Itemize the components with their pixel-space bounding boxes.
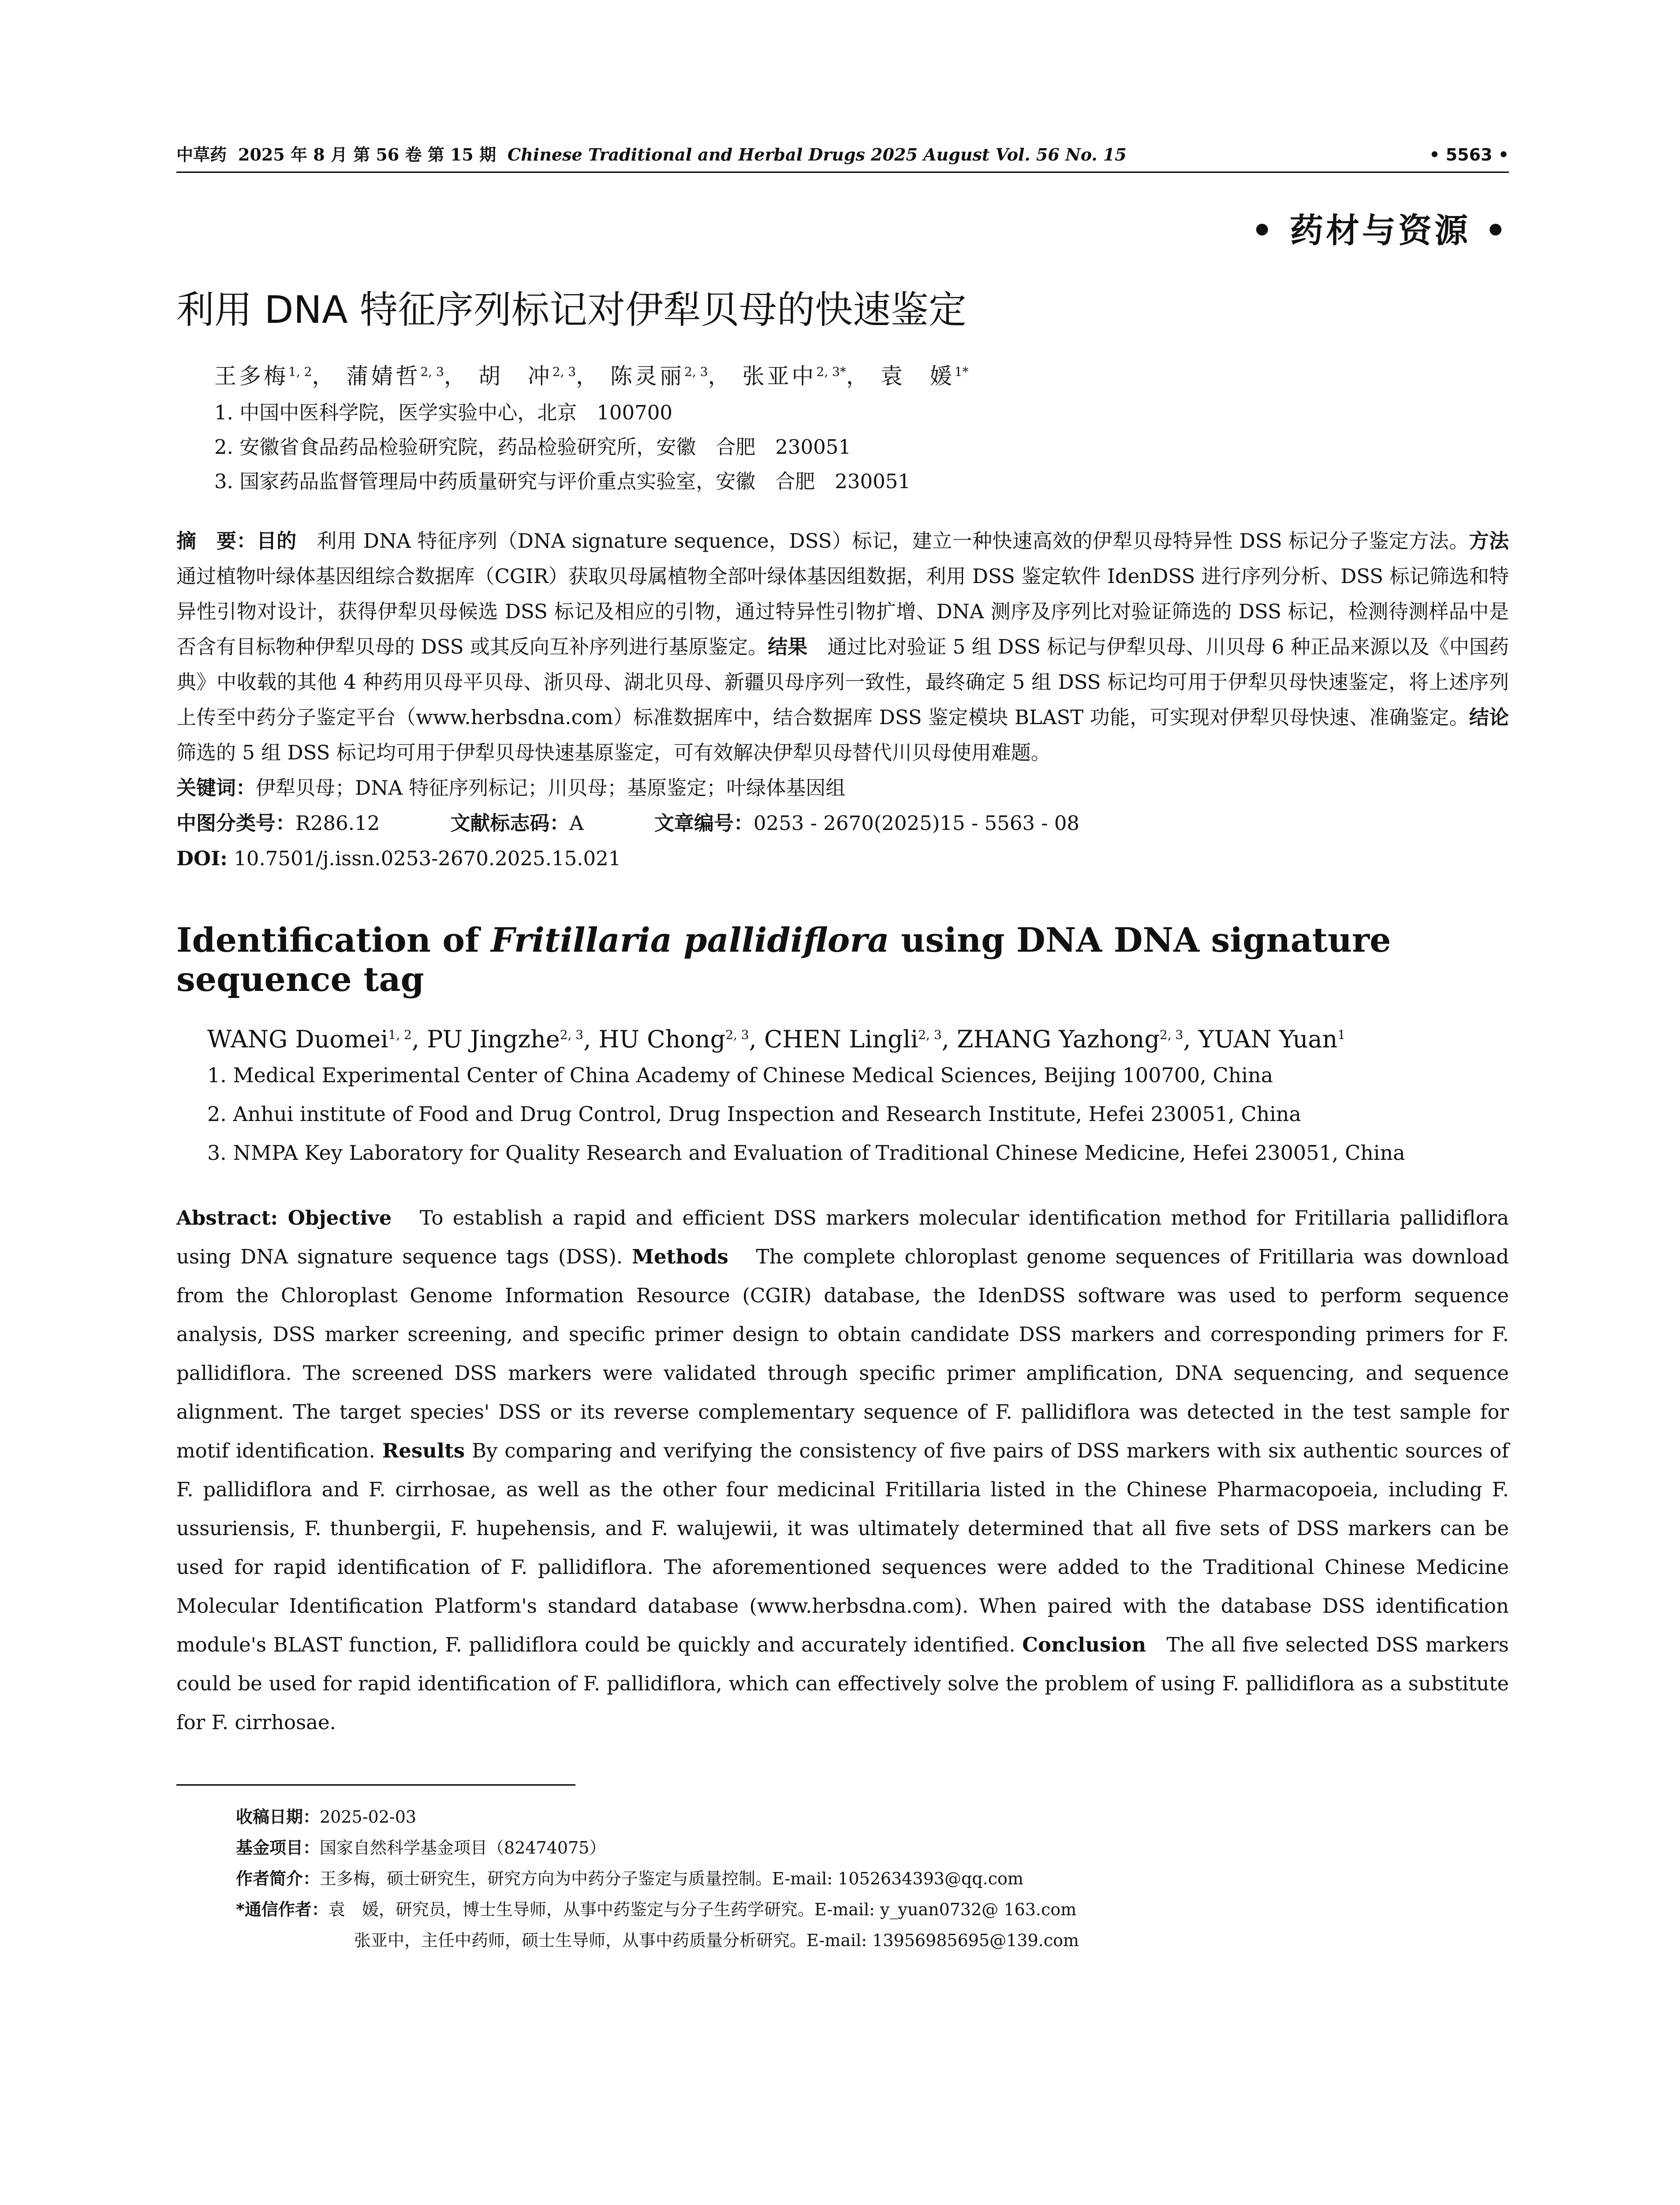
author-affiliation-mark: 2, 3 <box>684 364 708 379</box>
results-label: 结果 <box>768 635 808 658</box>
title-en-pre: Identification of <box>176 920 491 960</box>
affiliation-en: 1. Medical Experimental Center of China Academy of Chinese Medical Sciences, Beijing 100700, China <box>207 1063 1273 1087</box>
abstract-objective-label: Abstract: Objective <box>176 1206 392 1230</box>
journal-name-cn: 中草药 <box>176 145 227 164</box>
affiliation-en: 2. Anhui institute of Food and Drug Control, Drug Inspection and Research Institute, Hefei 230051, China <box>207 1102 1301 1126</box>
author-affiliation-mark: 2, 3 <box>552 364 576 379</box>
author-cn: 陈灵丽 <box>610 363 685 389</box>
methods-text: 通过植物叶绿体基因组综合数据库（CGIR）获取贝母属植物全部叶绿体基因组数据，利用 DSS 鉴定软件 IdenDSS 进行序列分析、DSS 标记筛选和特异性引物对设计，获得伊犁贝母候选 DSS 标记及相应的引物，通过特异性引物扩增、DNA 测序及序列比对验证筛选的 DSS 标记，检测待测样品中是否含有目标物种伊犁贝母的 DSS 或其反向互补序列进行基原鉴定。 <box>176 564 1509 658</box>
corr-value-1: 袁 媛，研究员，博士生导师，从事中药鉴定与分子生药学研究。E-mail: y_yuan0732@ 163.com <box>328 1900 1077 1919</box>
doi-line <box>176 841 1509 876</box>
page-number: • 5563 • <box>1429 145 1509 164</box>
author-en: WANG Duomei <box>207 1025 388 1053</box>
author-en: CHEN Lingli <box>764 1025 918 1053</box>
clc-value: R286.12 <box>295 811 380 835</box>
received-date <box>236 1801 1509 1832</box>
title-en <box>176 920 1509 999</box>
bio-value: 王多梅，硕士研究生，研究方向为中药分子鉴定与质量控制。E-mail: 1052634393@qq.com <box>320 1869 1023 1888</box>
author-affiliation-mark: 1* <box>954 364 969 379</box>
affiliation-en: 3. NMPA Key Laboratory for Quality Research and Evaluation of Traditional Chinese Medicine, Hefei 230051, China <box>207 1141 1405 1165</box>
affiliations-en <box>176 1056 1509 1172</box>
objective-text-en: To establish a rapid and efficient DSS markers molecular identification method for Fritillaria pallidiflora using DNA signature sequence tags (DSS). <box>176 1206 1509 1268</box>
authors-en: WANG Duomei$^{1, 2}$, PU Jingzhe$^{2, 3}$, HU Chong$^{2, 3}$, CHEN Lingli$^{2, 3}$, ZHANG Yazhong$^{2, 3}$, YUAN Yuan$^1$ <box>207 1025 1346 1053</box>
author-affiliation-mark: 1, 2 <box>388 1028 412 1042</box>
footnotes <box>176 1801 1509 1956</box>
affiliation-cn: 3. 国家药品监督管理局中药质量研究与评价重点实验室，安徽 合肥 230051 <box>214 470 911 493</box>
conclusion-text: 筛选的 5 组 DSS 标记均可用于伊犁贝母快速基原鉴定，可有效解决伊犁贝母替代川贝母使用难题。 <box>176 741 1051 764</box>
author-en: PU Jingzhe <box>427 1025 560 1053</box>
title-cn: 利用 DNA 特征序列标记对伊犁贝母的快速鉴定 <box>176 288 967 332</box>
author-cn: 王多梅 <box>214 363 288 389</box>
results-text-en: By comparing and verifying the consistency of five pairs of DSS markers with six authentic sources of F. pallidiflora and F. cirrhosae, as well as the other four medicinal Fritillaria listed in the Chinese Pharmacopoeia, including F. ussuriensis, F. thunbergii, F. hupehensis, and F. walujewii, it was ultimately determined that all five sets of DSS markers can be used for rapid identification of F. pallidiflora. The aforementioned sequences were added to the Traditional Chinese Medicine Molecular Identification Platform's standard database (www.herbsdna.com). When paired with the database DSS identification module's BLAST function, F. pallidiflora could be quickly and accurately identified. <box>176 1439 1509 1656</box>
section-label: • 药材与资源 • <box>1251 211 1509 250</box>
author-cn: 袁 媛 <box>880 363 955 389</box>
received-label: 收稿日期： <box>236 1807 320 1827</box>
doi-label: DOI: <box>176 847 228 870</box>
issue-info-cn: 2025 年 8 月 第 56 卷 第 15 期 <box>238 145 497 164</box>
article-number-value: 0253 - 2670(2025)15 - 5563 - 08 <box>753 811 1080 835</box>
abstract-label: 摘 要： <box>176 529 257 553</box>
corresponding-author-2: 张亚中，主任中药师，硕士生导师，从事中药质量分析研究。E-mail: 13956985695@139.com <box>354 1931 1079 1950</box>
affiliation-cn: 2. 安徽省食品药品检验研究院，药品检验研究所，安徽 合肥 230051 <box>214 435 851 459</box>
keywords-cn <box>176 770 1509 806</box>
objective-label: 目的 <box>256 529 297 553</box>
author-cn: 蒲婧哲 <box>346 363 421 389</box>
keywords-value: 伊犁贝母；DNA 特征序列标记；川贝母；基原鉴定；叶绿体基因组 <box>256 776 846 800</box>
doc-code-label: 文献标志码： <box>450 811 570 835</box>
keywords-label: 关键词： <box>176 776 256 800</box>
methods-label: 方法 <box>1469 529 1509 553</box>
article-page <box>176 141 1509 1956</box>
affiliation-cn: 1. 中国中医科学院，医学实验中心，北京 100700 <box>214 401 673 424</box>
author-affiliation-mark: 1 <box>1337 1028 1346 1042</box>
conclusion-text-en: The all five selected DSS markers could be used for rapid identification of F. pallidiflora, which can effectively solve the problem of using F. pallidiflora as a substitute for F. cirrhosae. <box>176 1633 1509 1734</box>
abstract-en <box>176 1199 1509 1742</box>
corresponding-author <box>236 1894 1509 1925</box>
doi-value[interactable]: 10.7501/j.issn.0253-2670.2025.15.021 <box>234 847 621 870</box>
classification-row <box>176 806 1509 841</box>
bio-label: 作者简介： <box>236 1869 320 1888</box>
author-bio <box>236 1863 1509 1894</box>
author-en: YUAN Yuan <box>1198 1025 1338 1053</box>
author-affiliation-mark: 2, 3* <box>816 364 846 379</box>
corr-label: *通信作者： <box>236 1900 329 1919</box>
article-number-label: 文章编号： <box>654 811 754 835</box>
affiliations-cn <box>176 396 1509 499</box>
author-affiliation-mark: 2, 3 <box>1159 1028 1183 1042</box>
author-en: HU Chong <box>598 1025 726 1053</box>
title-en-post: using DNA DNA signature sequence tag <box>176 920 1391 999</box>
fund-label: 基金项目： <box>236 1838 320 1857</box>
results-label-en: Results <box>382 1439 465 1462</box>
author-affiliation-mark: 2, 3 <box>420 364 444 379</box>
conclusion-label-en: Conclusion <box>1022 1633 1146 1656</box>
conclusion-label: 结论 <box>1469 706 1509 729</box>
author-cn: 张亚中 <box>742 363 817 389</box>
author-cn: 胡 冲 <box>478 363 553 389</box>
fund-value: 国家自然科学基金项目（82474075） <box>320 1838 606 1857</box>
fund-info <box>236 1832 1509 1863</box>
title-en-species: Fritillaria pallidiflora <box>491 920 889 960</box>
doc-code-value: A <box>569 811 584 835</box>
methods-label-en: Methods <box>632 1245 728 1268</box>
running-header <box>176 141 1509 173</box>
author-affiliation-mark: 2, 3 <box>725 1028 749 1042</box>
author-affiliation-mark: 2, 3 <box>560 1028 584 1042</box>
results-text: 通过比对验证 5 组 DSS 标记与伊犁贝母、川贝母 6 种正品来源以及《中国药典》中收载的其他 4 种药用贝母平贝母、浙贝母、湖北贝母、新疆贝母序列一致性，最终确定 5 组 DSS 标记均可用于伊犁贝母快速鉴定，将上述序列上传至中药分子鉴定平台（www.herbsdna.com）标准数据库中，结合数据库 DSS 鉴定模块 BLAST 功能，可实现对伊犁贝母快速、准确鉴定。 <box>176 635 1509 729</box>
author-en: ZHANG Yazhong <box>957 1025 1160 1053</box>
author-affiliation-mark: 2, 3 <box>918 1028 942 1042</box>
journal-name-en: Chinese Traditional and Herbal Drugs 2025 August Vol. 56 No. 15 <box>508 145 1127 164</box>
received-value: 2025-02-03 <box>320 1807 417 1827</box>
clc-label: 中图分类号： <box>176 811 296 835</box>
authors-cn: 王多梅$^{1, 2}$， 蒲婧哲$^{2, 3}$， 胡 冲$^{2, 3}$， 陈灵丽$^{2, 3}$， 张亚中$^{2, 3*}$， 袁 媛$^{1*}$ <box>214 363 969 389</box>
author-affiliation-mark: 1, 2 <box>288 364 312 379</box>
abstract-cn <box>176 523 1509 770</box>
footnote-divider <box>176 1784 575 1786</box>
methods-text-en: The complete chloroplast genome sequences of Fritillaria was download from the Chloroplast Genome Information Resource (CGIR) database, the IdenDSS software was used to perform sequence analysis, DSS marker screening, and specific primer design to obtain candidate DSS markers and corresponding primers for F. pallidiflora. The screened DSS markers were validated through specific primer amplification, DNA sequencing, and sequence alignment. The target species' DSS or its reverse complementary sequence of F. pallidiflora was detected in the test sample for motif identification. <box>176 1245 1509 1462</box>
objective-text: 利用 DNA 特征序列（DNA signature sequence，DSS）标记，建立一种快速高效的伊犁贝母特异性 DSS 标记分子鉴定方法。 <box>317 529 1469 553</box>
